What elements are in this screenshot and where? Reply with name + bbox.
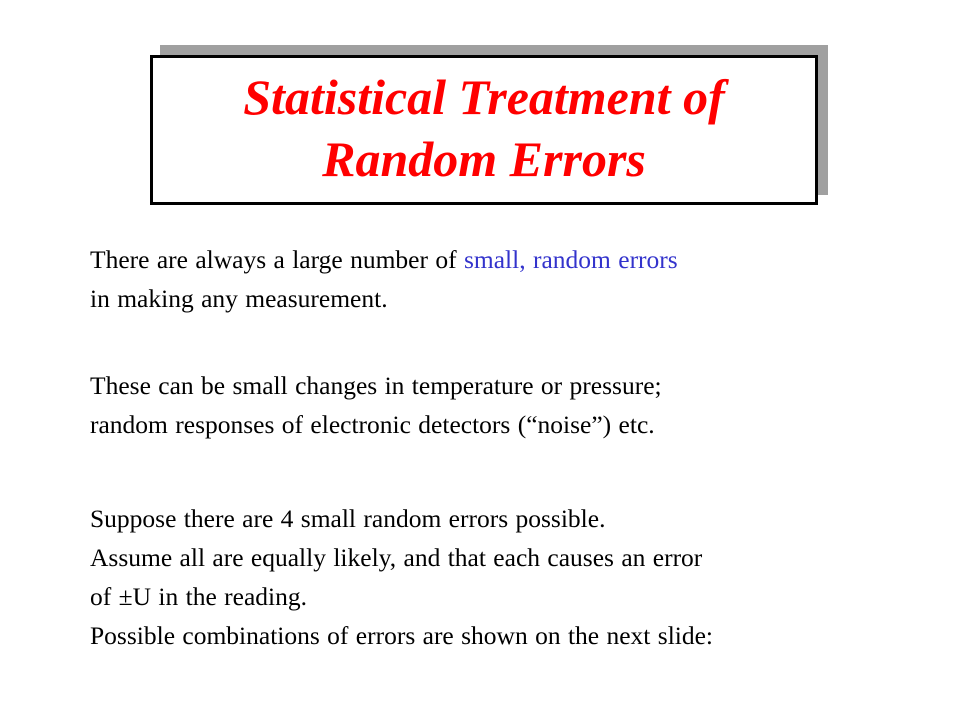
- paragraph-intro-line-1: [90, 240, 910, 279]
- paragraph-examples: [90, 366, 910, 444]
- paragraph-assumptions: [90, 499, 910, 655]
- highlighted-phrase: small, random errors: [463, 245, 678, 274]
- title-box: [150, 55, 818, 205]
- paragraph-assumptions-line-4: Possible combinations of errors are shown on the next slide:: [90, 621, 714, 650]
- paragraph-examples-line-1: These can be small changes in temperature or pressure;: [90, 371, 662, 400]
- paragraph-examples-line-2: random responses of electronic detectors (“noise”) etc.: [90, 410, 655, 439]
- paragraph-intro-line-2: in making any measurement.: [90, 284, 388, 313]
- paragraph-assumptions-line-2: Assume all are equally likely, and that each causes an error: [90, 543, 703, 572]
- intro-text: There are always a large number of: [90, 245, 464, 274]
- paragraph-intro: [90, 240, 910, 318]
- slide-title-line-2: Random Errors: [322, 131, 646, 187]
- paragraph-assumptions-line-1: Suppose there are 4 small random errors possible.: [90, 504, 606, 533]
- slide-title-line-1: Statistical Treatment of: [243, 69, 725, 125]
- slide-title: [243, 66, 724, 190]
- paragraph-assumptions-line-3: of ±U in the reading.: [90, 582, 307, 611]
